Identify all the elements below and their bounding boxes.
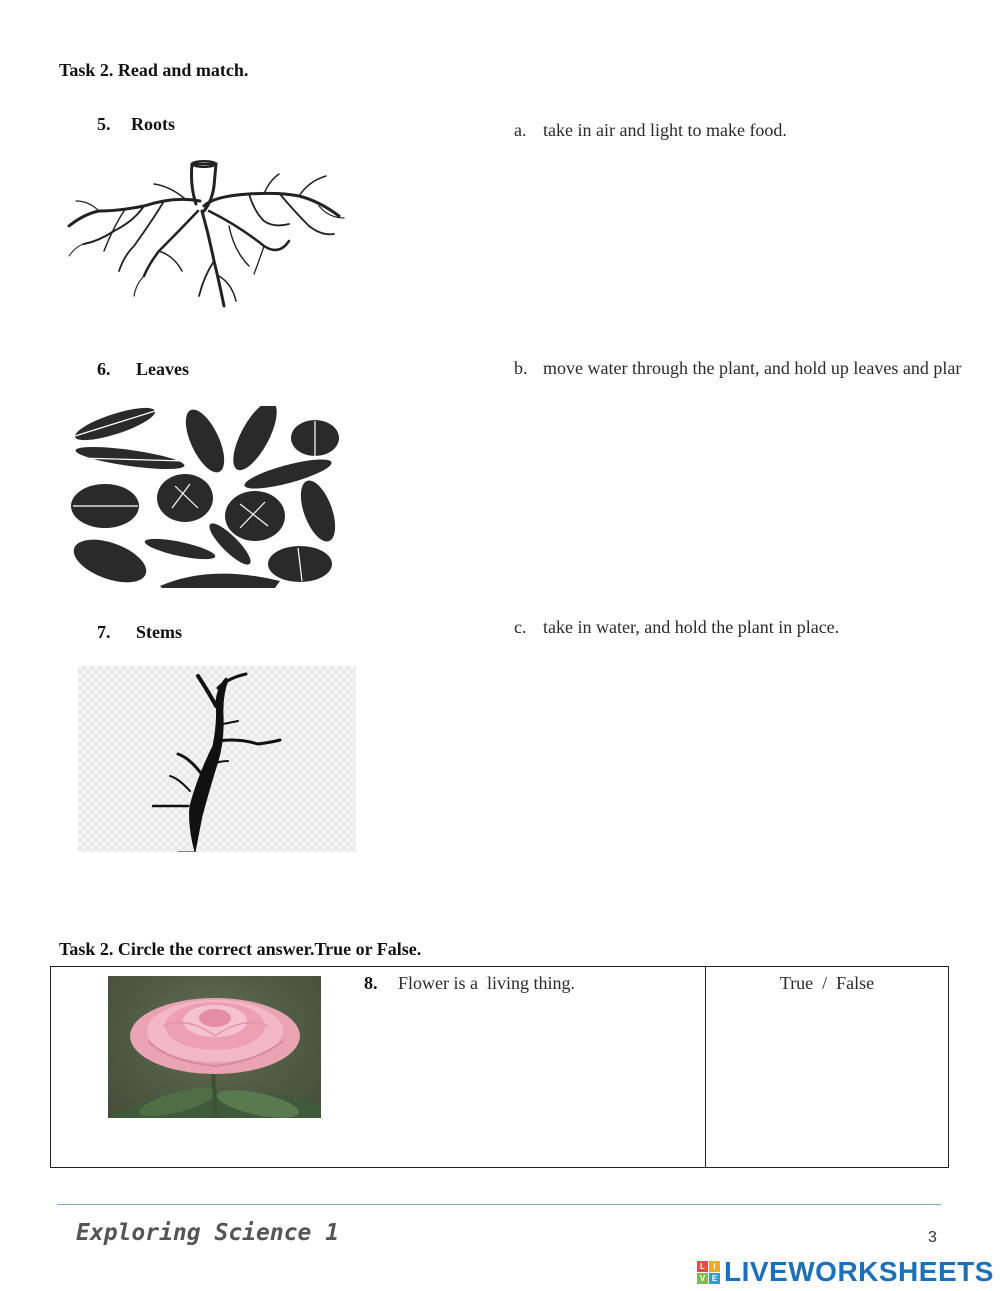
- footer-divider: [57, 1204, 941, 1205]
- option-b-letter: b.: [514, 358, 528, 378]
- stem-illustration: [78, 666, 356, 852]
- liveworksheets-wordmark: LIVEWORKSHEETS: [724, 1256, 994, 1287]
- page-number: 3: [928, 1229, 937, 1246]
- option-b-text: move water through the plant, and hold up leaves and plar: [543, 358, 962, 378]
- tf-statement: Flower is a living thing.: [398, 973, 575, 993]
- option-c: [514, 617, 839, 638]
- item-label-leaves: Leaves: [136, 359, 189, 379]
- true-false-choice[interactable]: True / False: [779, 973, 875, 993]
- item-label-stems: Stems: [136, 622, 182, 642]
- item-number-leaves: 6.: [97, 359, 111, 379]
- statement-cell: [51, 967, 706, 1168]
- option-c-text: take in water, and hold the plant in place.: [543, 617, 840, 637]
- liveworksheets-brand[interactable]: [697, 1256, 994, 1288]
- option-a-letter: a.: [514, 120, 527, 140]
- pink-rose-photo: [108, 976, 321, 1118]
- footer-book-title: Exploring Science 1: [76, 1220, 340, 1246]
- option-a-text: take in air and light to make food.: [543, 120, 787, 140]
- table-row: [51, 967, 949, 1168]
- roots-illustration: [64, 156, 349, 316]
- option-c-letter: c.: [514, 617, 527, 637]
- item-number-stems: 7.: [97, 622, 111, 642]
- item-label-roots: Roots: [131, 114, 175, 134]
- task-match-title: Task 2. Read and match.: [59, 60, 249, 80]
- answer-cell: [706, 967, 949, 1168]
- true-false-table: [50, 966, 949, 1168]
- liveworksheets-logo-icon: L I V E: [697, 1261, 720, 1284]
- tf-item-number: 8.: [364, 973, 378, 993]
- task-tf-title: Task 2. Circle the correct answer.True or False.: [59, 939, 422, 959]
- item-number-roots: 5.: [97, 114, 111, 134]
- option-b: [514, 358, 1000, 379]
- leaves-illustration: [70, 406, 340, 588]
- option-a: [514, 120, 787, 141]
